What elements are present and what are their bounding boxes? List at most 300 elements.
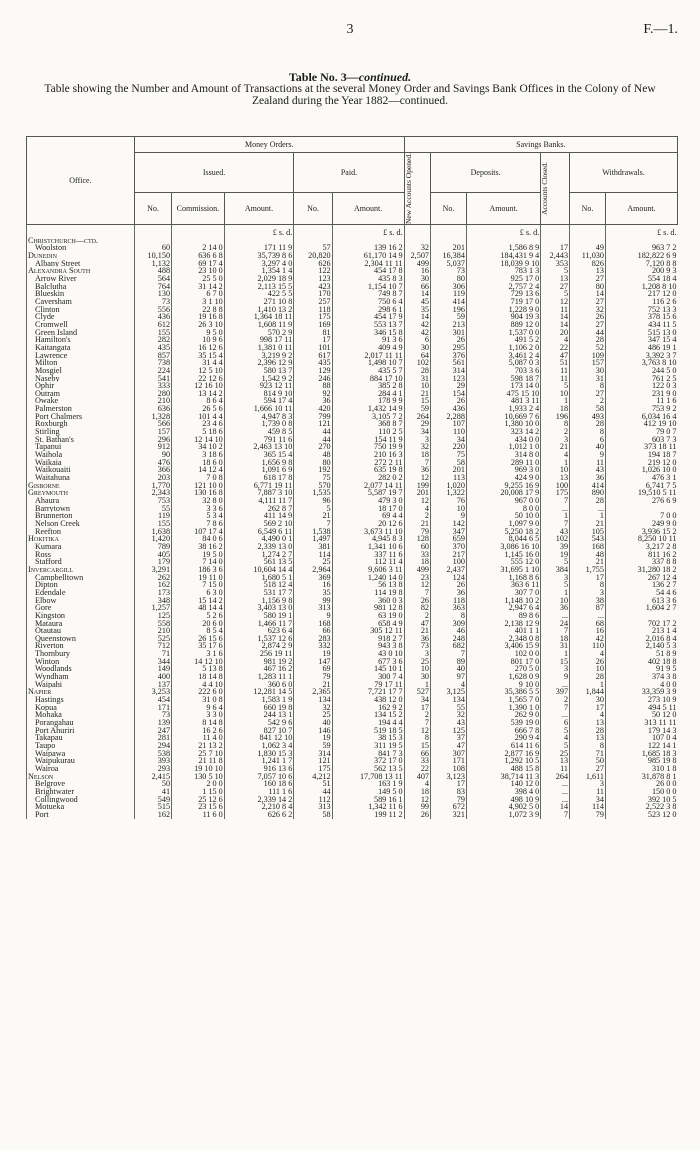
issued-amount-cell: 2,210 8 4 xyxy=(224,803,294,811)
deposits-amount-cell: 307 7 0 xyxy=(466,589,540,597)
paid-amount-cell: 272 2 11 xyxy=(332,459,404,467)
savings-banks-header: Savings Banks. xyxy=(404,137,677,153)
table-row xyxy=(27,635,678,643)
deposits-amount-cell: 1,933 2 4 xyxy=(466,405,540,413)
deposits-amount-cell: 424 9 0 xyxy=(466,474,540,482)
office-cell: Cromwell xyxy=(27,321,135,329)
withdrawals-amount-cell: 50 12 0 xyxy=(605,711,677,719)
issued-amount-cell: 531 17 7 xyxy=(224,589,294,597)
table-row xyxy=(27,298,678,306)
withdrawals-no-cell: 71 xyxy=(570,750,606,758)
paid-no-cell: 36 xyxy=(294,397,332,405)
deposits-amount-cell: 2,877 16 9 xyxy=(466,750,540,758)
new-accounts-cell: 23 xyxy=(404,574,430,582)
issued-amount-cell: 422 5 5 xyxy=(224,290,294,298)
deposits-amount-cell: 314 8 0 xyxy=(466,451,540,459)
withdrawals-no-cell: 58 xyxy=(570,405,606,413)
deposits-amount-cell: 1,145 16 0 xyxy=(466,551,540,559)
issued-commission-cell: 12 5 10 xyxy=(172,367,225,375)
issued-no-cell: 119 xyxy=(134,512,171,520)
paid-amount-cell: 562 13 5 xyxy=(332,765,404,773)
withdrawals-amount-cell: 200 9 3 xyxy=(605,267,677,275)
deposits-no-cell: 83 xyxy=(431,788,467,796)
accounts-closed-cell: 13 xyxy=(541,275,570,283)
withdrawals-no-cell: 13 xyxy=(570,267,606,275)
issued-amount-cell: 3,219 9 2 xyxy=(224,352,294,360)
deposits-no-cell: 123 xyxy=(431,375,467,383)
new-accounts-cell: 25 xyxy=(404,658,430,666)
issued-amount-cell: 626 6 2 xyxy=(224,811,294,819)
office-cell: Kopua xyxy=(27,704,135,712)
paid-no-cell: 69 xyxy=(294,665,332,673)
issued-no-cell: 435 xyxy=(134,344,171,352)
table-row xyxy=(27,811,678,819)
issued-commission-cell: 9 6 4 xyxy=(172,704,225,712)
issued-no-cell: 171 xyxy=(134,704,171,712)
withdrawals-no-cell: 1 xyxy=(570,512,606,520)
accounts-closed-cell: 51 xyxy=(541,359,570,367)
withdrawals-no-cell: 79 xyxy=(570,811,606,819)
paid-amount-cell: 918 2 7 xyxy=(332,635,404,643)
deposits-no-cell: 58 xyxy=(431,459,467,467)
withdrawals-amount-cell: 33,359 3 9 xyxy=(605,688,677,696)
withdrawals-amount-cell: 3,763 8 10 xyxy=(605,359,677,367)
issued-commission-cell: 48 14 4 xyxy=(172,604,225,612)
table-row xyxy=(27,604,678,612)
withdrawals-amount-cell: 554 18 4 xyxy=(605,275,677,283)
issued-amount-cell: 791 11 6 xyxy=(224,436,294,444)
deposits-no-cell: 32 xyxy=(431,711,467,719)
table-row xyxy=(27,321,678,329)
paid-no-cell: 257 xyxy=(294,298,332,306)
deposits-amount-cell: 8,044 6 5 xyxy=(466,535,540,543)
table-row xyxy=(27,566,678,574)
issued-no-cell: 558 xyxy=(134,620,171,628)
issued-amount-cell: 3,297 4 0 xyxy=(224,260,294,268)
deposits-no-cell: 213 xyxy=(431,321,467,329)
paid-no-cell: 381 xyxy=(294,543,332,551)
withdrawals-amount-cell: 603 7 3 xyxy=(605,436,677,444)
paid-no-cell: 75 xyxy=(294,474,332,482)
office-cell: Ross xyxy=(27,551,135,559)
deposits-no-cell: 118 xyxy=(431,597,467,605)
paid-no-cell: 168 xyxy=(294,620,332,628)
new-accounts-cell: 66 xyxy=(404,283,430,291)
withdrawals-amount-cell: 179 14 3 xyxy=(605,727,677,735)
issued-amount-cell: 2,463 13 10 xyxy=(224,443,294,451)
table-row xyxy=(27,375,678,383)
deposits-amount-cell: 401 1 1 xyxy=(466,627,540,635)
issued-commission-cell: 130 5 10 xyxy=(172,773,225,781)
issued-commission-cell: 31 0 8 xyxy=(172,696,225,704)
withdrawals-no-cell: 4 xyxy=(570,711,606,719)
paid-no-cell: 16 xyxy=(294,581,332,589)
paid-no-cell: 19 xyxy=(294,650,332,658)
issued-no-cell: 1,328 xyxy=(134,413,171,421)
withdrawals-amount-cell: 434 11 5 xyxy=(605,321,677,329)
withdrawals-header: Withdrawals. xyxy=(570,153,678,193)
office-cell: Ophir xyxy=(27,382,135,390)
new-accounts-cell: 199 xyxy=(404,482,430,490)
accounts-closed-cell: 18 xyxy=(541,405,570,413)
withdrawals-amount-cell: 19,510 5 11 xyxy=(605,489,677,497)
office-cell: Winton xyxy=(27,658,135,666)
withdrawals-no-cell: 11 xyxy=(570,788,606,796)
withdrawals-amount-cell: 402 18 8 xyxy=(605,658,677,666)
deposits-amount-cell: 666 7 8 xyxy=(466,727,540,735)
paid-amount-cell: 1,342 11 6 xyxy=(332,803,404,811)
office-cell: Wairoa xyxy=(27,765,135,773)
table-row xyxy=(27,535,678,543)
issued-commission-cell: 3 1 10 xyxy=(172,298,225,306)
deposits-amount-cell: 3,461 2 4 xyxy=(466,352,540,360)
accounts-closed-cell: 2 xyxy=(541,696,570,704)
paid-amount-header: Amount. xyxy=(332,192,404,224)
deposits-amount-cell: 1,628 0 9 xyxy=(466,673,540,681)
issued-no-cell: 476 xyxy=(134,459,171,467)
office-cell: St. Bathan's xyxy=(27,436,135,444)
paid-amount-cell: 884 17 10 xyxy=(332,375,404,383)
office-cell: Hokitika xyxy=(27,535,135,543)
issued-commission-cell: 31 4 4 xyxy=(172,359,225,367)
issued-commission-header: Commission. xyxy=(172,192,225,224)
paid-no-cell: 9 xyxy=(294,612,332,620)
office-cell: Kumara xyxy=(27,543,135,551)
paid-amount-cell: 435 8 3 xyxy=(332,275,404,283)
paid-amount-cell: 110 2 5 xyxy=(332,428,404,436)
paid-no-cell: 283 xyxy=(294,635,332,643)
deposits-no-cell: 37 xyxy=(431,734,467,742)
issued-commission-cell: 25 7 10 xyxy=(172,750,225,758)
new-accounts-cell: 18 xyxy=(404,451,430,459)
table-row xyxy=(27,711,678,719)
deposits-no-cell: 5,037 xyxy=(431,260,467,268)
table-row xyxy=(27,597,678,605)
paid-no-cell: 435 xyxy=(294,359,332,367)
paid-amount-cell: 79 17 11 xyxy=(332,681,404,689)
accounts-closed-cell: 36 xyxy=(541,604,570,612)
new-accounts-cell: 12 xyxy=(404,497,430,505)
withdrawals-no-cell: 27 xyxy=(570,275,606,283)
deposits-no-cell: 43 xyxy=(431,719,467,727)
paid-no-cell: 420 xyxy=(294,405,332,413)
issued-commission-cell: 19 10 10 xyxy=(172,765,225,773)
accounts-closed-cell: ... xyxy=(541,612,570,620)
withdrawals-no-cell: 28 xyxy=(570,727,606,735)
new-accounts-cell: 16 xyxy=(404,267,430,275)
new-accounts-cell: 30 xyxy=(404,275,430,283)
withdrawals-amount-cell: 1,026 10 0 xyxy=(605,466,677,474)
issued-amount-cell: 160 18 6 xyxy=(224,780,294,788)
paid-no-cell: 7 xyxy=(294,520,332,528)
withdrawals-no-cell: 1,844 xyxy=(570,688,606,696)
office-cell: Tapanui xyxy=(27,443,135,451)
issued-amount-cell: 580 19 1 xyxy=(224,612,294,620)
new-accounts-cell: 12 xyxy=(404,796,430,804)
issued-commission-cell: 84 0 6 xyxy=(172,535,225,543)
paid-amount-cell: 2,017 11 11 xyxy=(332,352,404,360)
withdrawals-no-cell: 32 xyxy=(570,306,606,314)
deposits-no-cell: 16,384 xyxy=(431,252,467,260)
deposits-no-cell: 414 xyxy=(431,298,467,306)
accounts-closed-cell: 100 xyxy=(541,482,570,490)
paid-no-cell: 1,497 xyxy=(294,535,332,543)
withdrawals-amount-cell: 494 5 11 xyxy=(605,704,677,712)
new-accounts-cell: 79 xyxy=(404,528,430,536)
new-accounts-cell: 14 xyxy=(404,290,430,298)
issued-commission-cell: 14 12 10 xyxy=(172,658,225,666)
deposits-amount-cell: 889 12 0 xyxy=(466,321,540,329)
issued-commission-cell: 5 13 8 xyxy=(172,665,225,673)
new-accounts-cell: 60 xyxy=(404,543,430,551)
issued-no-cell: 712 xyxy=(134,642,171,650)
issued-commission-cell: 23 15 6 xyxy=(172,803,225,811)
deposits-amount-cell: 1,586 8 9 xyxy=(466,244,540,252)
new-accounts-cell: 407 xyxy=(404,773,430,781)
withdrawals-amount-cell: 107 0 4 xyxy=(605,734,677,742)
issued-no-cell: 3,253 xyxy=(134,688,171,696)
issued-amount-cell: 1,542 9 2 xyxy=(224,375,294,383)
table-row xyxy=(27,367,678,375)
office-cell: Stafford xyxy=(27,558,135,566)
office-cell: Woodlands xyxy=(27,665,135,673)
accounts-closed-cell: 7 xyxy=(541,811,570,819)
paid-amount-cell: 145 10 1 xyxy=(332,665,404,673)
office-cell: Stirling xyxy=(27,428,135,436)
new-accounts-cell: 1 xyxy=(404,681,430,689)
accounts-closed-cell: 25 xyxy=(541,750,570,758)
paid-amount-cell: 435 5 7 xyxy=(332,367,404,375)
deposits-no-cell: 36 xyxy=(431,589,467,597)
issued-amount-cell: 1,410 13 2 xyxy=(224,306,294,314)
deposits-no-cell: 171 xyxy=(431,757,467,765)
issued-no-cell: 436 xyxy=(134,313,171,321)
paid-no-cell: 314 xyxy=(294,750,332,758)
withdrawals-amount-cell: 213 1 4 xyxy=(605,627,677,635)
paid-amount-cell: 454 17 8 xyxy=(332,267,404,275)
withdrawals-no-cell: 26 xyxy=(570,313,606,321)
issued-commission-cell: 35 15 4 xyxy=(172,352,225,360)
withdrawals-no-cell: 28 xyxy=(570,336,606,344)
paid-amount-cell xyxy=(332,237,404,245)
issued-no-cell: 912 xyxy=(134,443,171,451)
table-row xyxy=(27,443,678,451)
deposits-amount-cell: 1,380 10 0 xyxy=(466,420,540,428)
deposits-no-cell: 672 xyxy=(431,803,467,811)
withdrawals-amount-cell: 2,016 8 4 xyxy=(605,635,677,643)
office-cell: Mataura xyxy=(27,620,135,628)
issued-commission-cell: 21 11 8 xyxy=(172,757,225,765)
accounts-closed-cell: 14 xyxy=(541,313,570,321)
withdrawals-no-cell: 30 xyxy=(570,696,606,704)
paid-amount-cell: 149 5 0 xyxy=(332,788,404,796)
accounts-closed-cell: 3 xyxy=(541,574,570,582)
issued-commission-cell: 7 15 0 xyxy=(172,581,225,589)
new-accounts-cell: 3 xyxy=(404,436,430,444)
table-row xyxy=(27,306,678,314)
new-accounts-cell: 12 xyxy=(404,727,430,735)
table-row xyxy=(27,543,678,551)
new-accounts-cell: 29 xyxy=(404,420,430,428)
issued-no-cell: 333 xyxy=(134,382,171,390)
deposits-no-cell: 125 xyxy=(431,727,467,735)
issued-amount-cell: 1,274 2 7 xyxy=(224,551,294,559)
withdrawals-amount-cell: 122 14 1 xyxy=(605,742,677,750)
new-accounts-cell: 14 xyxy=(404,313,430,321)
office-cell: Waikouaiti xyxy=(27,466,135,474)
page-number: 3 xyxy=(346,22,354,37)
accounts-closed-cell: 22 xyxy=(541,344,570,352)
issued-no-cell: 296 xyxy=(134,436,171,444)
paid-amount-cell: 385 2 8 xyxy=(332,382,404,390)
deposits-no-cell: 301 xyxy=(431,329,467,337)
issued-amount-cell: 244 13 1 xyxy=(224,711,294,719)
accounts-closed-cell: 264 xyxy=(541,773,570,781)
issued-no-cell: 566 xyxy=(134,420,171,428)
withdrawals-amount-cell: 310 1 8 xyxy=(605,765,677,773)
withdrawals-amount-cell: 476 3 1 xyxy=(605,474,677,482)
paid-no-cell: 51 xyxy=(294,780,332,788)
table-row xyxy=(27,780,678,788)
paid-amount-cell: 134 15 2 xyxy=(332,711,404,719)
issued-commission-cell: 38 16 2 xyxy=(172,543,225,551)
deposits-amount-cell: 2,757 2 4 xyxy=(466,283,540,291)
deposits-no-cell: 80 xyxy=(431,275,467,283)
deposits-no-cell: 73 xyxy=(431,267,467,275)
accounts-closed-cell: 7 xyxy=(541,497,570,505)
deposits-no-cell: 347 xyxy=(431,528,467,536)
office-cell: Waitahuna xyxy=(27,474,135,482)
new-accounts-cell: 31 xyxy=(404,375,430,383)
paid-amount-cell: 635 19 8 xyxy=(332,466,404,474)
table-row xyxy=(27,642,678,650)
withdrawals-no-cell: 9 xyxy=(570,451,606,459)
new-accounts-cell: 18 xyxy=(404,788,430,796)
withdrawals-amount-cell: 702 17 2 xyxy=(605,620,677,628)
issued-no-cell: 3,291 xyxy=(134,566,171,574)
table-row xyxy=(27,681,678,689)
issued-commission-cell: 16 2 6 xyxy=(172,727,225,735)
new-accounts-cell: 499 xyxy=(404,566,430,574)
deposits-amount-cell: 140 12 0 xyxy=(466,780,540,788)
withdrawals-amount-header: Amount. xyxy=(605,192,677,224)
deposits-amount-cell: 1,537 0 0 xyxy=(466,329,540,337)
issued-amount-cell: 594 17 4 xyxy=(224,397,294,405)
new-accounts-cell: 18 xyxy=(404,558,430,566)
withdrawals-no-cell: 28 xyxy=(570,497,606,505)
deposits-amount-cell: 783 1 3 xyxy=(466,267,540,275)
deposits-no-cell: 17 xyxy=(431,780,467,788)
issued-no-cell: 157 xyxy=(134,428,171,436)
issued-no-cell: 2,343 xyxy=(134,489,171,497)
paid-no-cell: 146 xyxy=(294,727,332,735)
issued-amount-cell: 262 8 7 xyxy=(224,505,294,513)
paid-no-cell: 35 xyxy=(294,589,332,597)
withdrawals-amount-cell: 217 12 0 xyxy=(605,290,677,298)
withdrawals-amount-cell: 244 5 0 xyxy=(605,367,677,375)
withdrawals-no-cell: 52 xyxy=(570,344,606,352)
issued-commission-cell: 12 14 10 xyxy=(172,436,225,444)
accounts-closed-cell: 14 xyxy=(541,803,570,811)
table-row xyxy=(27,512,678,520)
deposits-header: Deposits. xyxy=(431,153,541,193)
office-cell: Waipukurau xyxy=(27,757,135,765)
deposits-amount-cell: 18,039 9 10 xyxy=(466,260,540,268)
office-cell: Dipton xyxy=(27,581,135,589)
withdrawals-amount-cell: 31,878 8 1 xyxy=(605,773,677,781)
deposits-amount-cell: 498 10 9 xyxy=(466,796,540,804)
new-accounts-cell: 33 xyxy=(404,757,430,765)
paid-no-cell: 1,538 xyxy=(294,528,332,536)
table-row xyxy=(27,620,678,628)
deposits-no-cell: 2,437 xyxy=(431,566,467,574)
accounts-closed-header: Accounts Closed. xyxy=(541,153,570,225)
issued-commission-cell: 7 8 6 xyxy=(172,520,225,528)
deposits-amount-cell: 89 8 6 xyxy=(466,612,540,620)
table-row xyxy=(27,352,678,360)
deposits-amount-cell: 102 0 0 xyxy=(466,650,540,658)
issued-no-cell: 179 xyxy=(134,558,171,566)
table-row xyxy=(27,581,678,589)
issued-no-cell: 1,420 xyxy=(134,535,171,543)
new-accounts-cell: 32 xyxy=(404,244,430,252)
paid-no-cell: 114 xyxy=(294,551,332,559)
accounts-closed-cell: 10 xyxy=(541,390,570,398)
issued-commission-cell: 18 14 8 xyxy=(172,673,225,681)
accounts-closed-cell: 5 xyxy=(541,382,570,390)
table-row xyxy=(27,727,678,735)
new-accounts-cell: 45 xyxy=(404,298,430,306)
deposits-no-cell: 97 xyxy=(431,673,467,681)
deposits-no-header: No. xyxy=(431,192,467,224)
paid-no-cell: 17 xyxy=(294,336,332,344)
issued-commission-cell: 26 5 6 xyxy=(172,405,225,413)
paid-amount-cell: 346 15 8 xyxy=(332,329,404,337)
new-accounts-cell: 26 xyxy=(404,811,430,819)
office-cell: Invercargill xyxy=(27,566,135,574)
accounts-closed-cell: 3 xyxy=(541,436,570,444)
table-body xyxy=(27,225,678,819)
issued-amount-cell: 570 2 9 xyxy=(224,329,294,337)
issued-commission-cell: 11 6 0 xyxy=(172,811,225,819)
issued-commission-cell: 6 3 0 xyxy=(172,589,225,597)
new-accounts-cell: 47 xyxy=(404,620,430,628)
issued-amount-cell: 580 13 7 xyxy=(224,367,294,375)
issued-commission-cell: 11 4 0 xyxy=(172,734,225,742)
issued-amount-cell: 827 10 7 xyxy=(224,727,294,735)
withdrawals-no-cell: 8 xyxy=(570,742,606,750)
new-accounts-cell: 2 xyxy=(404,612,430,620)
new-accounts-cell: 36 xyxy=(404,466,430,474)
withdrawals-no-cell: 1,755 xyxy=(570,566,606,574)
withdrawals-no-cell: 543 xyxy=(570,535,606,543)
deposits-amount-cell: 904 19 3 xyxy=(466,313,540,321)
deposits-no-cell: 307 xyxy=(431,750,467,758)
table-row xyxy=(27,382,678,390)
issued-commission-cell: 3 3 0 xyxy=(172,711,225,719)
issued-amount-cell: 660 19 8 xyxy=(224,704,294,712)
issued-commission-cell: 636 6 8 xyxy=(172,252,225,260)
accounts-closed-cell: 13 xyxy=(541,757,570,765)
paid-no-cell: 80 xyxy=(294,459,332,467)
new-accounts-cell: 4 xyxy=(404,505,430,513)
accounts-closed-cell: 11 xyxy=(541,765,570,773)
issued-amount-cell: 561 13 5 xyxy=(224,558,294,566)
withdrawals-no-cell: 27 xyxy=(570,765,606,773)
paid-amount-cell: 750 6 4 xyxy=(332,298,404,306)
office-header: Office. xyxy=(27,137,135,225)
paid-amount-cell: 9,606 3 11 xyxy=(332,566,404,574)
